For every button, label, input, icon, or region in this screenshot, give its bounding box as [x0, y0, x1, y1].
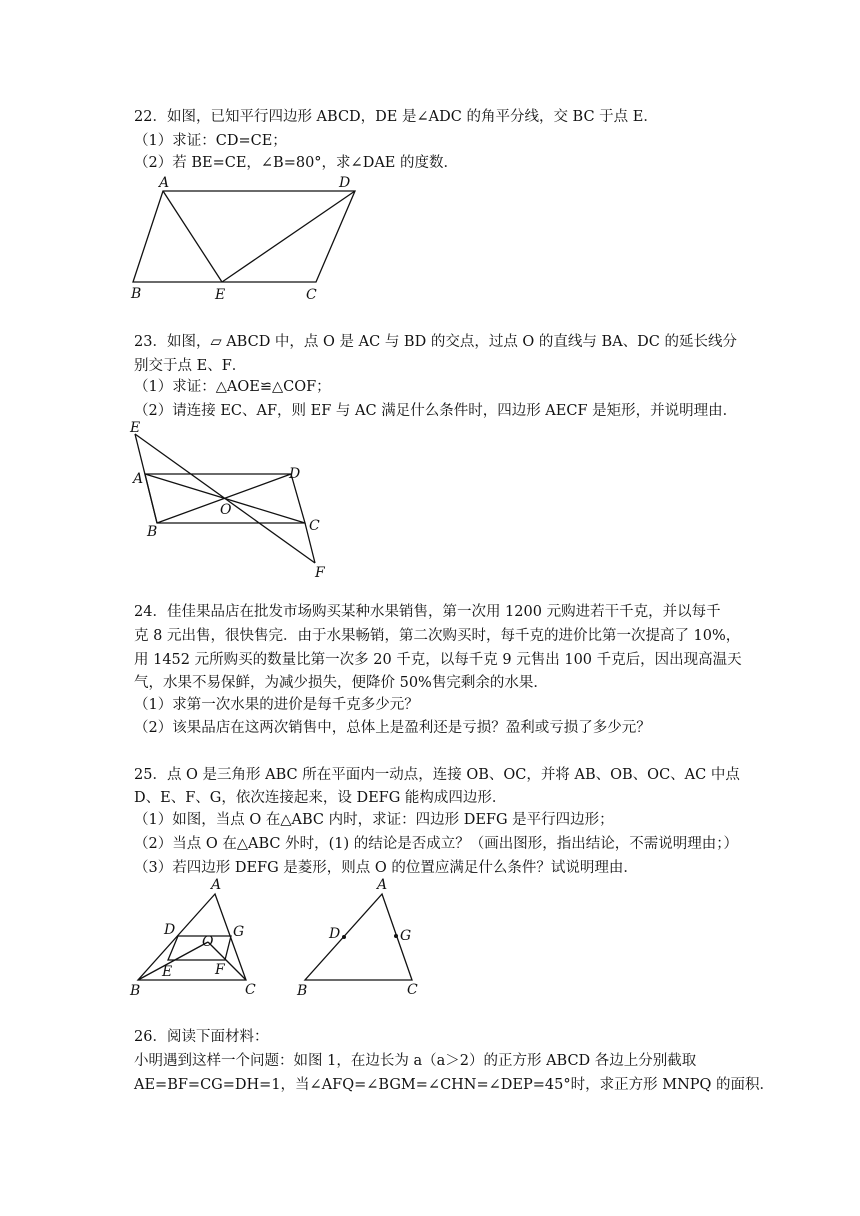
- p22-line-1: 22．如图，已知平行四边形 ABCD，DE 是∠ADC 的角平分线，交 BC 于点 E．: [134, 109, 658, 125]
- p22-line-3: （2）若 BE=CE，∠B=80°，求∠DAE 的度数．: [134, 155, 458, 171]
- p24-line-4: 气，水果不易保鲜，为减少损失，便降价 50%售完剩余的水果．: [134, 675, 548, 691]
- p23-line-2: 别交于点 E、F．: [134, 358, 247, 374]
- label-g: G: [400, 928, 412, 944]
- label-d: D: [289, 466, 301, 482]
- label-d: D: [339, 175, 351, 191]
- p24-line-1: 24．佳佳果品店在批发市场购买某种水果销售，第一次用 1200 元购进若干千克，并以每千: [134, 604, 721, 620]
- p23-line-1: 23．如图，▱ ABCD 中，点 O 是 AC 与 BD 的交点，过点 O 的直线与 BA、DC 的延长线分: [134, 334, 737, 350]
- label-a: A: [133, 471, 144, 487]
- label-g: G: [233, 924, 245, 940]
- p23-line-3: （1）求证：△AOE≌△COF；: [134, 379, 331, 395]
- p25-line-3: （1）如图，当点 O 在△ABC 内时，求证：四边形 DEFG 是平行四边形；: [134, 812, 614, 828]
- p25-line-5: （3）若四边形 DEFG 是菱形，则点 O 的位置应满足什么条件？试说明理由．: [134, 860, 638, 876]
- label-o: O: [202, 934, 214, 950]
- label-b: B: [297, 983, 308, 999]
- p23-line-4: （2）请连接 EC、AF，则 EF 与 AC 满足什么条件时，四边形 AECF 是矩形，并说明理由．: [134, 403, 738, 419]
- label-b: B: [131, 286, 142, 302]
- label-c: C: [309, 518, 320, 534]
- label-a: A: [377, 877, 388, 893]
- label-f: F: [215, 962, 225, 978]
- p24-line-2: 克 8 元出售，很快售完．由于水果畅销，第二次购买时，每千克的进价比第一次提高了 10%，: [134, 628, 741, 644]
- label-c: C: [306, 287, 317, 303]
- label-c: C: [245, 982, 256, 998]
- p24-line-6: （2）该果品店在这两次销售中，总体上是盈利还是亏损？盈利或亏损了多少元？: [134, 720, 651, 736]
- label-e: E: [162, 964, 173, 980]
- label-c: C: [407, 982, 418, 998]
- label-f: F: [315, 565, 325, 581]
- p25-line-1: 25．点 O 是三角形 ABC 所在平面内一动点，连接 OB、OC，并将 AB、OB、OC、AC 中点: [134, 767, 740, 783]
- figure-triangle-o-inside: [125, 876, 275, 1001]
- label-e: E: [215, 287, 226, 303]
- p25-line-2: D、E、F、G，依次连接起来，设 DEFG 能构成四边形．: [134, 790, 507, 806]
- label-a: A: [211, 877, 222, 893]
- p26-line-2: 小明遇到这样一个问题：如图 1，在边长为 a（a＞2）的正方形 ABCD 各边上分别截取: [134, 1053, 697, 1069]
- p22-line-2: （1）求证：CD=CE；: [134, 133, 287, 149]
- label-d: D: [164, 922, 176, 938]
- p24-line-3: 用 1452 元所购买的数量比第一次多 20 千克，以每千克 9 元售出 100 千克后，因出现高温天: [134, 652, 742, 668]
- label-o: O: [220, 502, 232, 518]
- segment-oc: [208, 942, 246, 980]
- triangle-abc: [138, 894, 246, 980]
- label-b: B: [147, 524, 158, 540]
- segment-ae: [163, 191, 222, 282]
- midpoint-d: [342, 935, 346, 939]
- p25-line-4: （2）当点 O 在△ABC 外时，(1) 的结论是否成立？（画出图形，指出结论，不需说明理由；）: [134, 836, 738, 852]
- figure-parallelogram-abcd: [125, 172, 365, 307]
- segment-ef: [135, 434, 315, 563]
- p26-line-3: AE=BF=CG=DH=1，当∠AFQ=∠BGM=∠CHN=∠DEP=45°时，求正方形 MNPQ 的面积．: [134, 1077, 775, 1093]
- label-a: A: [159, 175, 170, 191]
- label-e: E: [130, 420, 141, 436]
- figure-triangle-blank: [290, 876, 440, 1001]
- parallelogram-outline: [133, 191, 355, 282]
- midpoint-g: [394, 934, 398, 938]
- label-b: B: [130, 983, 141, 999]
- figure-parallelogram-eof: [125, 420, 335, 585]
- p24-line-5: （1）求第一次水果的进价是每千克多少元？: [134, 697, 419, 713]
- p26-line-1: 26．阅读下面材料：: [134, 1029, 269, 1045]
- label-d: D: [329, 926, 341, 942]
